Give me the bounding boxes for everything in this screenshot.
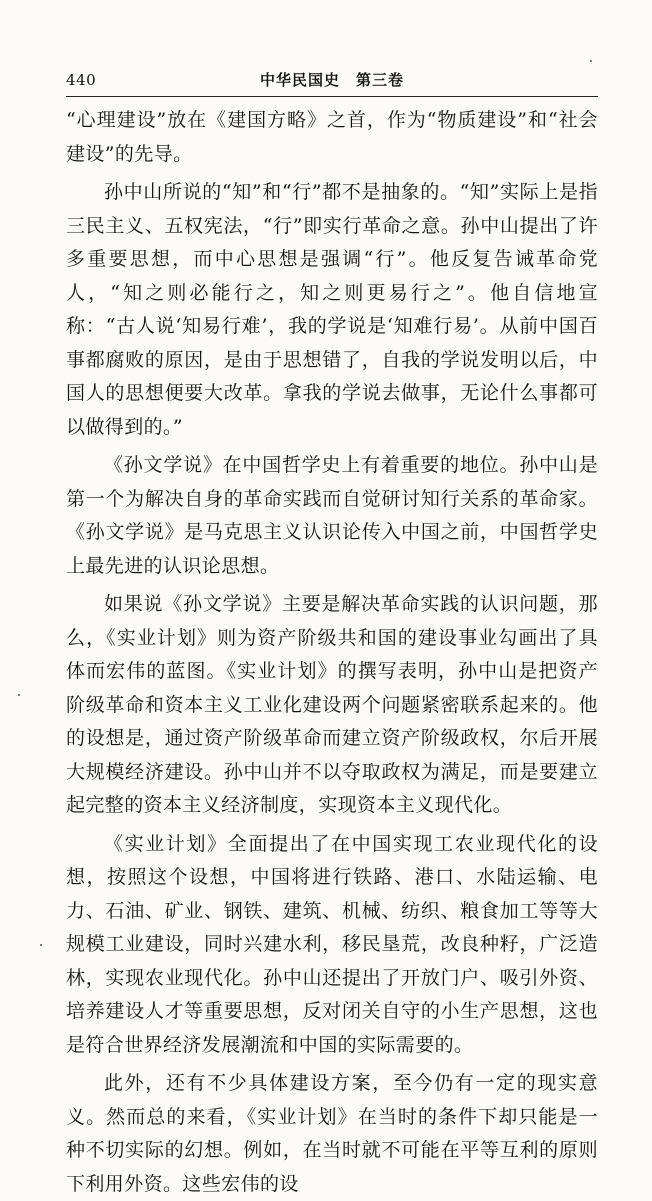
scan-speck — [40, 944, 42, 946]
paragraph-5: 《实业计划》全面提出了在中国实现工农业现代化的设想，按照这个设想，中国将进行铁路、港口、水陆运输、电力、石油、矿业、钢铁、建筑、机械、纺织、粮食加工等等大规模工业建设，同时兴建水利，移民垦荒，改良种籽，广泛造林，实现农业现代化。孙中山还提出了开放门户、吸引外资、培养建设人才等重要思想，反对闭关自守的小生产思想，这也是符合世界经济发展潮流和中国的实际需要的。 — [66, 832, 598, 1056]
paragraph-1: “心理建设”放在《建国方略》之首，作为“物质建设”和“社会建设”的先导。 — [66, 109, 598, 165]
header-rule — [66, 96, 598, 97]
scan-speck — [18, 694, 20, 696]
paragraph-2: 孙中山所说的“知”和“行”都不是抽象的。“知”实际上是指三民主义、五权宪法，“行”即实行革命之意。孙中山提出了许多重要思想，而中心思想是强调“行”。他反复告诫革命党人，“知之则必能行之，知之则更易行之”。他自信地宣称：“古人说‘知易行难’，我的学说是‘知难行易’。从前中国百事都腐败的原因，是由于思想错了，自我的学说发明以后，中国人的思想便要大改革。拿我的学说去做事，无论什么事都可以做得到的。” — [66, 181, 598, 438]
page-number: 440 — [66, 71, 97, 89]
paragraph-6: 此外，还有不少具体建设方案，至今仍有一定的现实意义。然而总的来看，《实业计划》在当时的条件下却只能是一种不切实际的幻想。例如，在当时就不可能在平等互利的原则下利用外资。这些宏伟的设 — [66, 1072, 598, 1195]
scan-speck — [590, 60, 592, 62]
running-title: 中华民国史 第三卷 — [259, 71, 404, 89]
page-header — [66, 70, 598, 98]
paragraph-3: 《孙文学说》在中国哲学史上有着重要的地位。孙中山是第一个为解决自身的革命实践而自觉研讨知行关系的革命家。《孙文学说》是马克思主义认识论传入中国之前，中国哲学史上最先进的认识论思想。 — [66, 454, 598, 577]
paragraph-4: 如果说《孙文学说》主要是解决革命实践的认识问题，那么，《实业计划》则为资产阶级共和国的建设事业勾画出了具体而宏伟的蓝图。《实业计划》的撰写表明，孙中山是把资产阶级革命和资本主义工业化建设两个问题紧密联系起来的。他的设想是，通过资产阶级革命而建立资产阶级政权，尔后开展大规模经济建设。孙中山并不以夺取政权为满足，而是要建立起完整的资本主义经济制度，实现资本主义现代化。 — [66, 593, 598, 816]
body-text — [66, 104, 598, 1201]
